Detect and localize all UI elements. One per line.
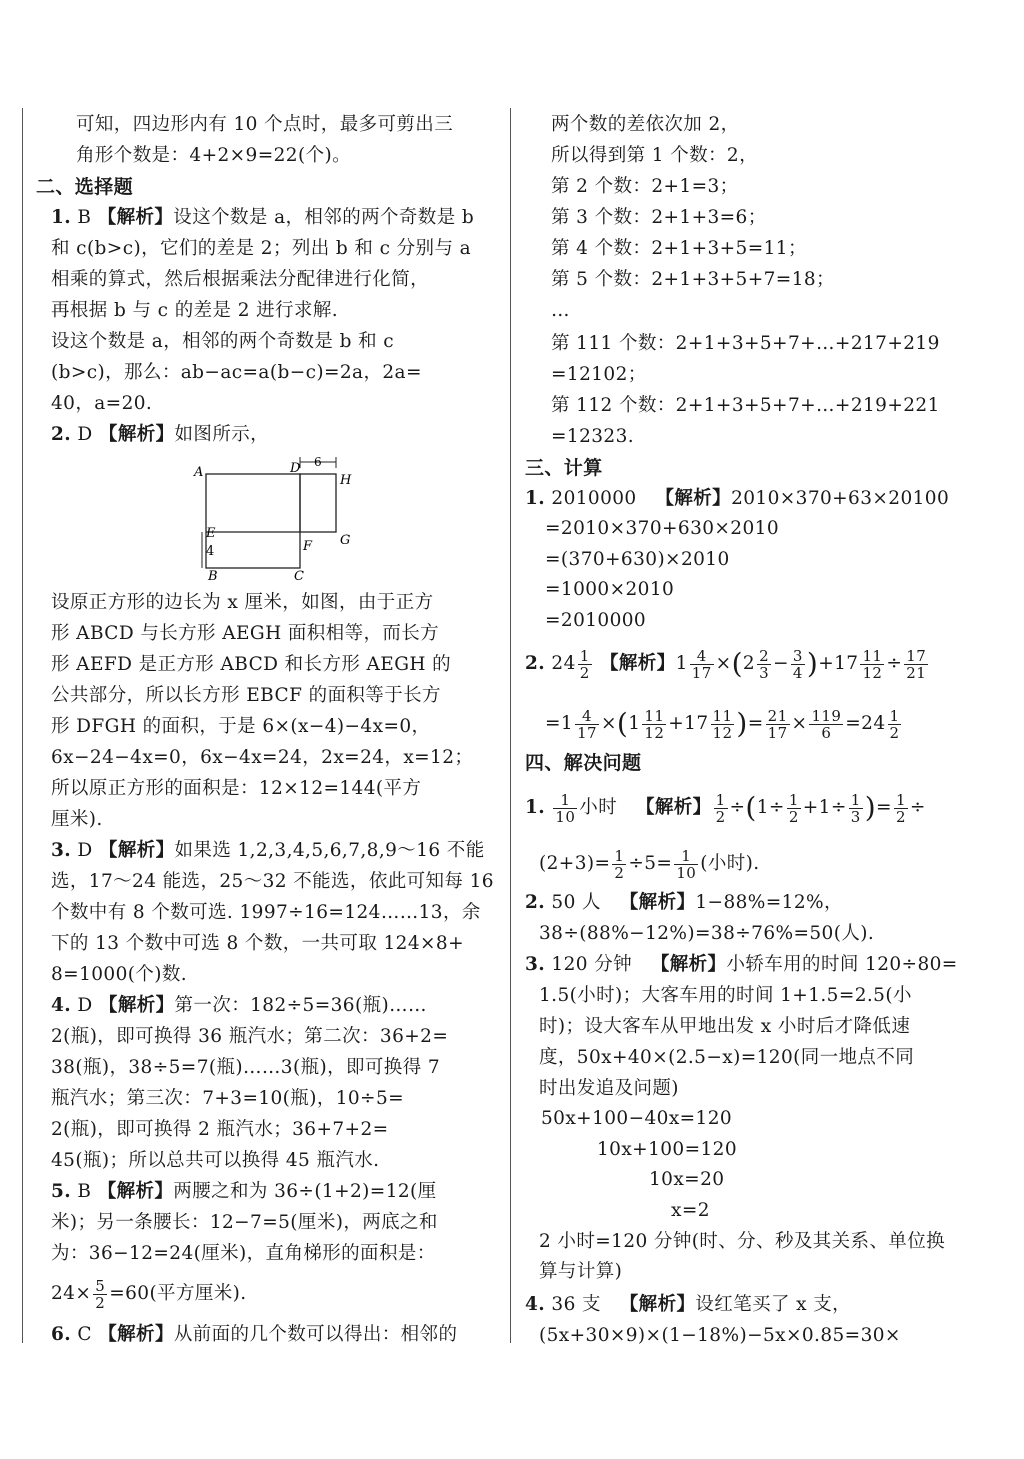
answer-choice: B <box>77 207 92 228</box>
text-line: 38÷(88%−12%)=38÷76%=50(人). <box>539 923 875 944</box>
numerator: 1 <box>614 846 625 865</box>
numerator: 1 <box>579 646 590 665</box>
analysis-tag: 【解析】 <box>655 488 732 509</box>
analysis-tag: 【解析】 <box>635 797 712 818</box>
formula-part: +17 <box>668 713 709 734</box>
text-line: 所以得到第 1 个数：2， <box>551 145 759 166</box>
text-line: 2 小时=120 分钟(时、分、秒及其关系、单位换 <box>539 1231 946 1252</box>
formula-part: ÷5= <box>628 853 673 874</box>
question-4 <box>36 991 494 1021</box>
fraction <box>711 708 735 741</box>
text-line: 时)；设大客车从甲地出发 x 小时后才降低速 <box>539 1016 911 1037</box>
answer: 120 分钟 <box>551 954 632 975</box>
denominator: 2 <box>889 723 900 742</box>
text-line: 形 ABCD 与长方形 AEGH 面积相等，而长方 <box>51 623 440 644</box>
text-line: 如图所示， <box>174 424 270 445</box>
text-line: 个数中有 8 个数可选. 1997÷16=124……13，余 <box>51 902 481 923</box>
section-heading-calc: 三、计算 <box>525 457 603 479</box>
text-line: 第 3 个数：2+1+3=6； <box>551 207 767 228</box>
formula-part: 1 <box>628 713 641 734</box>
analysis-tag: 【解析】 <box>98 840 175 861</box>
text-line: 形 DFGH 的面积，于是 6×(x−4)−4x=0， <box>51 716 431 737</box>
fraction <box>766 708 790 741</box>
denominator: 2 <box>715 807 726 826</box>
question-6 <box>36 1320 494 1350</box>
numerator: 1 <box>889 706 900 725</box>
answer-choice: B <box>77 1181 92 1202</box>
rect-dfgh <box>300 474 336 532</box>
fraction <box>642 708 666 741</box>
numerator: 119 <box>811 706 842 725</box>
rectangle-diagram <box>186 454 386 580</box>
answer-choice: D <box>77 424 93 445</box>
text-line: 可知，四边形内有 10 个点时，最多可剪出三 <box>76 114 454 135</box>
numerator: 4 <box>575 708 599 725</box>
fraction <box>849 792 863 825</box>
numerator: 1 <box>715 790 726 809</box>
denominator: 17 <box>691 663 712 682</box>
text-line: =(370+630)×2010 <box>545 549 730 570</box>
text-line: 两腰之和为 36÷(1+2)=12(厘 <box>173 1181 437 1202</box>
text-line: 所以原正方形的面积是：12×12=144(平方 <box>51 778 422 799</box>
question-number: 3. <box>51 840 72 861</box>
fraction <box>553 792 577 825</box>
formula-part: ÷ <box>729 797 746 818</box>
question-2 <box>36 420 494 450</box>
question-number: 4. <box>51 995 72 1016</box>
question-number: 5. <box>51 1181 72 1202</box>
text-line: 50x+100−40x=120 <box>541 1108 733 1129</box>
denominator: 2 <box>614 863 625 882</box>
denominator: 12 <box>862 663 883 682</box>
answer-int: 24 <box>551 653 576 674</box>
text-line: =12102； <box>551 364 647 385</box>
text-line: 如果选 1,2,3,4,5,6,7,8,9～16 不能 <box>174 840 485 861</box>
formula-part: +1÷ <box>802 797 847 818</box>
answer-unit: 小时 <box>579 797 618 818</box>
text-line: 瓶汽水；第三次：7+3=10(瓶)，10÷5= <box>51 1088 405 1109</box>
denominator: 3 <box>759 663 770 682</box>
fraction <box>894 792 908 825</box>
numerator: 1 <box>788 790 799 809</box>
calc-2 <box>525 642 970 686</box>
formula-part: 1 <box>675 653 688 674</box>
formula-part: × <box>791 713 808 734</box>
fraction <box>714 792 728 825</box>
formula-part: =60(平方厘米). <box>109 1283 247 1304</box>
paren: ) <box>736 707 748 740</box>
numerator: 11 <box>862 646 883 665</box>
formula-part: +17 <box>818 653 859 674</box>
paren: ) <box>806 647 819 680</box>
label-a: A <box>194 465 204 480</box>
denominator: 2 <box>579 663 590 682</box>
paren: ) <box>864 791 877 824</box>
fraction <box>904 648 928 681</box>
text-line: 45(瓶)；所以总共可以换得 45 瓶汽水. <box>51 1150 380 1171</box>
text-line: 公共部分，所以长方形 EBCF 的面积等于长方 <box>51 685 441 706</box>
numerator: 11 <box>712 706 733 725</box>
text-line: 和 c(b>c)，它们的差是 2；列出 b 和 c 分别与 a <box>51 238 472 259</box>
label-d: D <box>290 461 301 476</box>
text-line: 小轿车用的时间 120÷80= <box>726 954 958 975</box>
left-margin-rule <box>22 108 23 1343</box>
answer: 36 支 <box>551 1294 601 1315</box>
text-line: 第一次：182÷5=36(瓶)…… <box>174 995 427 1016</box>
text-line: 6x−24−4x=0，6x−4x=24，2x=24，x=12； <box>51 747 474 768</box>
denominator: 10 <box>555 807 576 826</box>
analysis-tag: 【解析】 <box>98 1324 174 1345</box>
question-number: 6. <box>51 1324 72 1345</box>
text-line: 下的 13 个数中可选 8 个数，一共可取 124×8+ <box>51 933 464 954</box>
label-f: F <box>303 539 313 554</box>
fraction <box>791 648 805 681</box>
text-line: =1000×2010 <box>545 579 675 600</box>
numerator: 3 <box>792 646 803 665</box>
solve-3 <box>525 950 970 980</box>
label-four: 4 <box>206 544 215 559</box>
text-line: 为：36−12=24(厘米)，直角梯形的面积是： <box>51 1243 436 1264</box>
text-line: 设红笔买了 x 支， <box>695 1294 852 1315</box>
formula-part: 2 <box>742 653 756 674</box>
analysis-tag: 【解析】 <box>97 207 174 228</box>
fraction <box>674 848 698 881</box>
column-divider <box>510 108 511 1343</box>
text-line: =12323. <box>551 426 635 447</box>
answer: 2010000 <box>551 488 637 509</box>
numerator: 5 <box>95 1276 106 1295</box>
question-3 <box>36 836 494 866</box>
denominator: 2 <box>895 807 906 826</box>
question-number: 3. <box>525 954 546 975</box>
denominator: 17 <box>767 723 788 742</box>
text-line: 算与计算) <box>539 1261 623 1282</box>
text-line: 设原正方形的边长为 x 厘米，如图，由于正方 <box>51 592 434 613</box>
denominator: 17 <box>577 723 597 742</box>
text-line: 形 AEFD 是正方形 ABCD 和长方形 AEGH 的 <box>51 654 452 675</box>
formula-line <box>36 1274 494 1314</box>
denominator: 12 <box>712 723 733 742</box>
formula-part: 1÷ <box>756 797 785 818</box>
square-abcd <box>206 474 300 568</box>
text-line: 38(瓶)，38÷5=7(瓶)……3(瓶)，即可换得 7 <box>51 1057 441 1078</box>
question-number: 1. <box>51 207 72 228</box>
text-line: x=2 <box>671 1200 710 1221</box>
analysis-tag: 【解析】 <box>599 653 676 674</box>
text-line: 相乘的算式，然后根据乘法分配律进行化简， <box>51 269 430 290</box>
text-line: =2010×370+630×2010 <box>545 518 779 539</box>
fraction <box>809 708 843 741</box>
fraction <box>578 648 592 681</box>
formula-part: − <box>773 653 789 674</box>
analysis-tag: 【解析】 <box>97 1181 174 1202</box>
formula-part: = <box>876 797 892 818</box>
denominator: 3 <box>850 807 861 826</box>
numerator: 17 <box>906 646 927 665</box>
solve-1-line-2 <box>525 842 970 886</box>
calc-2-line-2 <box>525 702 970 746</box>
label-h: H <box>340 473 352 488</box>
numerator: 4 <box>690 648 714 665</box>
text-line: 第 111 个数：2+1+3+5+7+…+217+219 <box>551 333 940 354</box>
solve-1 <box>525 786 970 830</box>
numerator: 11 <box>644 706 665 725</box>
label-e: E <box>206 526 216 541</box>
analysis-tag: 【解析】 <box>98 995 175 1016</box>
calc-1 <box>525 484 970 514</box>
text-line: 8=1000(个)数. <box>51 964 188 985</box>
fraction <box>860 648 884 681</box>
answer-choice: C <box>77 1324 92 1345</box>
text-line: 10x+100=120 <box>597 1139 737 1160</box>
label-g: G <box>340 533 351 548</box>
denominator: 6 <box>821 723 832 742</box>
text-line: 1.5(小时)；大客车用的时间 1+1.5=2.5(小 <box>539 985 912 1006</box>
denominator: 21 <box>906 663 927 682</box>
text-line: … <box>551 300 570 321</box>
numerator: 21 <box>767 706 788 725</box>
text-line: 选，17～24 能选，25～32 不能选，依此可知每 16 <box>51 871 494 892</box>
text-line: 10x=20 <box>649 1169 725 1190</box>
question-number: 4. <box>525 1294 546 1315</box>
label-b: B <box>208 569 218 580</box>
fraction <box>612 848 626 881</box>
paren: ( <box>745 791 757 824</box>
text-line: 第 2 个数：2+1=3； <box>551 176 739 197</box>
formula-part: ÷ <box>886 653 903 674</box>
numerator: 1 <box>850 790 861 809</box>
formula-part: 24× <box>51 1283 92 1304</box>
formula-part: (小时). <box>700 853 760 874</box>
numerator: 1 <box>674 848 698 865</box>
text-line: 时出发追及问题) <box>539 1078 679 1099</box>
formula-part: (2+3)= <box>539 853 611 874</box>
paren: ( <box>731 647 743 680</box>
text-line: 两个数的差依次加 2， <box>551 114 740 135</box>
text-line: 米)；另一条腰长：12−7=5(厘米)，两底之和 <box>51 1212 438 1233</box>
analysis-tag: 【解析】 <box>650 954 727 975</box>
analysis-tag: 【解析】 <box>619 1294 696 1315</box>
formula-part: ÷ <box>909 797 926 818</box>
fraction <box>757 648 771 681</box>
text-line: 度，50x+40×(2.5−x)=120(同一地点不同 <box>539 1047 915 1068</box>
numerator: 1 <box>895 790 906 809</box>
question-number: 2. <box>525 892 546 913</box>
denominator: 10 <box>676 863 697 882</box>
denominator: 2 <box>95 1293 106 1312</box>
formula-part: × <box>715 653 732 674</box>
text-line: 40，a=20. <box>51 393 153 414</box>
answer-choice: D <box>77 840 93 861</box>
text-line: =2010000 <box>545 610 647 631</box>
text-line: (b>c)，那么：ab−ac=a(b−c)=2a，2a= <box>51 362 422 383</box>
label-c: C <box>294 569 304 580</box>
text-line: 再根据 b 与 c 的差是 2 进行求解. <box>51 300 339 321</box>
solve-2 <box>525 888 970 918</box>
question-number: 2. <box>525 653 546 674</box>
text-line: 厘米). <box>51 809 103 830</box>
text-line: 1−88%=12%， <box>695 892 843 913</box>
formula-part: = <box>747 713 764 734</box>
text-line: 从前面的几个数可以得出：相邻的 <box>173 1324 458 1345</box>
question-number: 1. <box>525 797 546 818</box>
formula-part: =1 <box>545 713 574 734</box>
solve-4 <box>525 1290 970 1320</box>
question-5 <box>36 1177 494 1207</box>
numerator: 2 <box>759 646 770 665</box>
text-line: (5x+30×9)×(1−18%)−5x×0.85=30× <box>539 1325 901 1346</box>
fraction <box>787 792 801 825</box>
text-line: 角形个数是：4+2×9=22(个)。 <box>76 145 351 166</box>
formula-part: × <box>600 713 617 734</box>
denominator: 12 <box>644 723 665 742</box>
question-number: 2. <box>51 424 72 445</box>
label-six: 6 <box>314 455 322 469</box>
answer: 50 人 <box>551 892 601 913</box>
text-line: 设这个数是 a，相邻的两个奇数是 b <box>173 207 475 228</box>
text-line: 第 5 个数：2+1+3+5+7=18； <box>551 269 835 290</box>
text-line: 2(瓶)，即可换得 36 瓶汽水；第二次：36+2= <box>51 1026 449 1047</box>
paren: ( <box>616 707 629 740</box>
fraction <box>888 708 902 741</box>
section-heading-choice: 二、选择题 <box>36 176 134 198</box>
text-line: 第 4 个数：2+1+3+5=11； <box>551 238 807 259</box>
fraction <box>575 708 599 741</box>
formula-part: =24 <box>845 713 886 734</box>
analysis-tag: 【解析】 <box>619 892 696 913</box>
denominator: 2 <box>788 807 799 826</box>
text-line: 2(瓶)，即可换得 2 瓶汽水；36+7+2= <box>51 1119 389 1140</box>
question-number: 1. <box>525 488 546 509</box>
fraction <box>690 648 714 681</box>
section-heading-solve: 四、解决问题 <box>525 752 642 774</box>
text-line: 设这个数是 a，相邻的两个奇数是 b 和 c <box>51 331 395 352</box>
fraction <box>93 1278 107 1311</box>
text-line: 第 112 个数：2+1+3+5+7+…+219+221 <box>551 395 940 416</box>
numerator: 1 <box>553 792 577 809</box>
answer-choice: D <box>77 995 93 1016</box>
text-line: 2010×370+63×20100 <box>731 488 950 509</box>
question-1 <box>36 203 494 233</box>
denominator: 4 <box>792 663 803 682</box>
analysis-tag: 【解析】 <box>98 424 175 445</box>
